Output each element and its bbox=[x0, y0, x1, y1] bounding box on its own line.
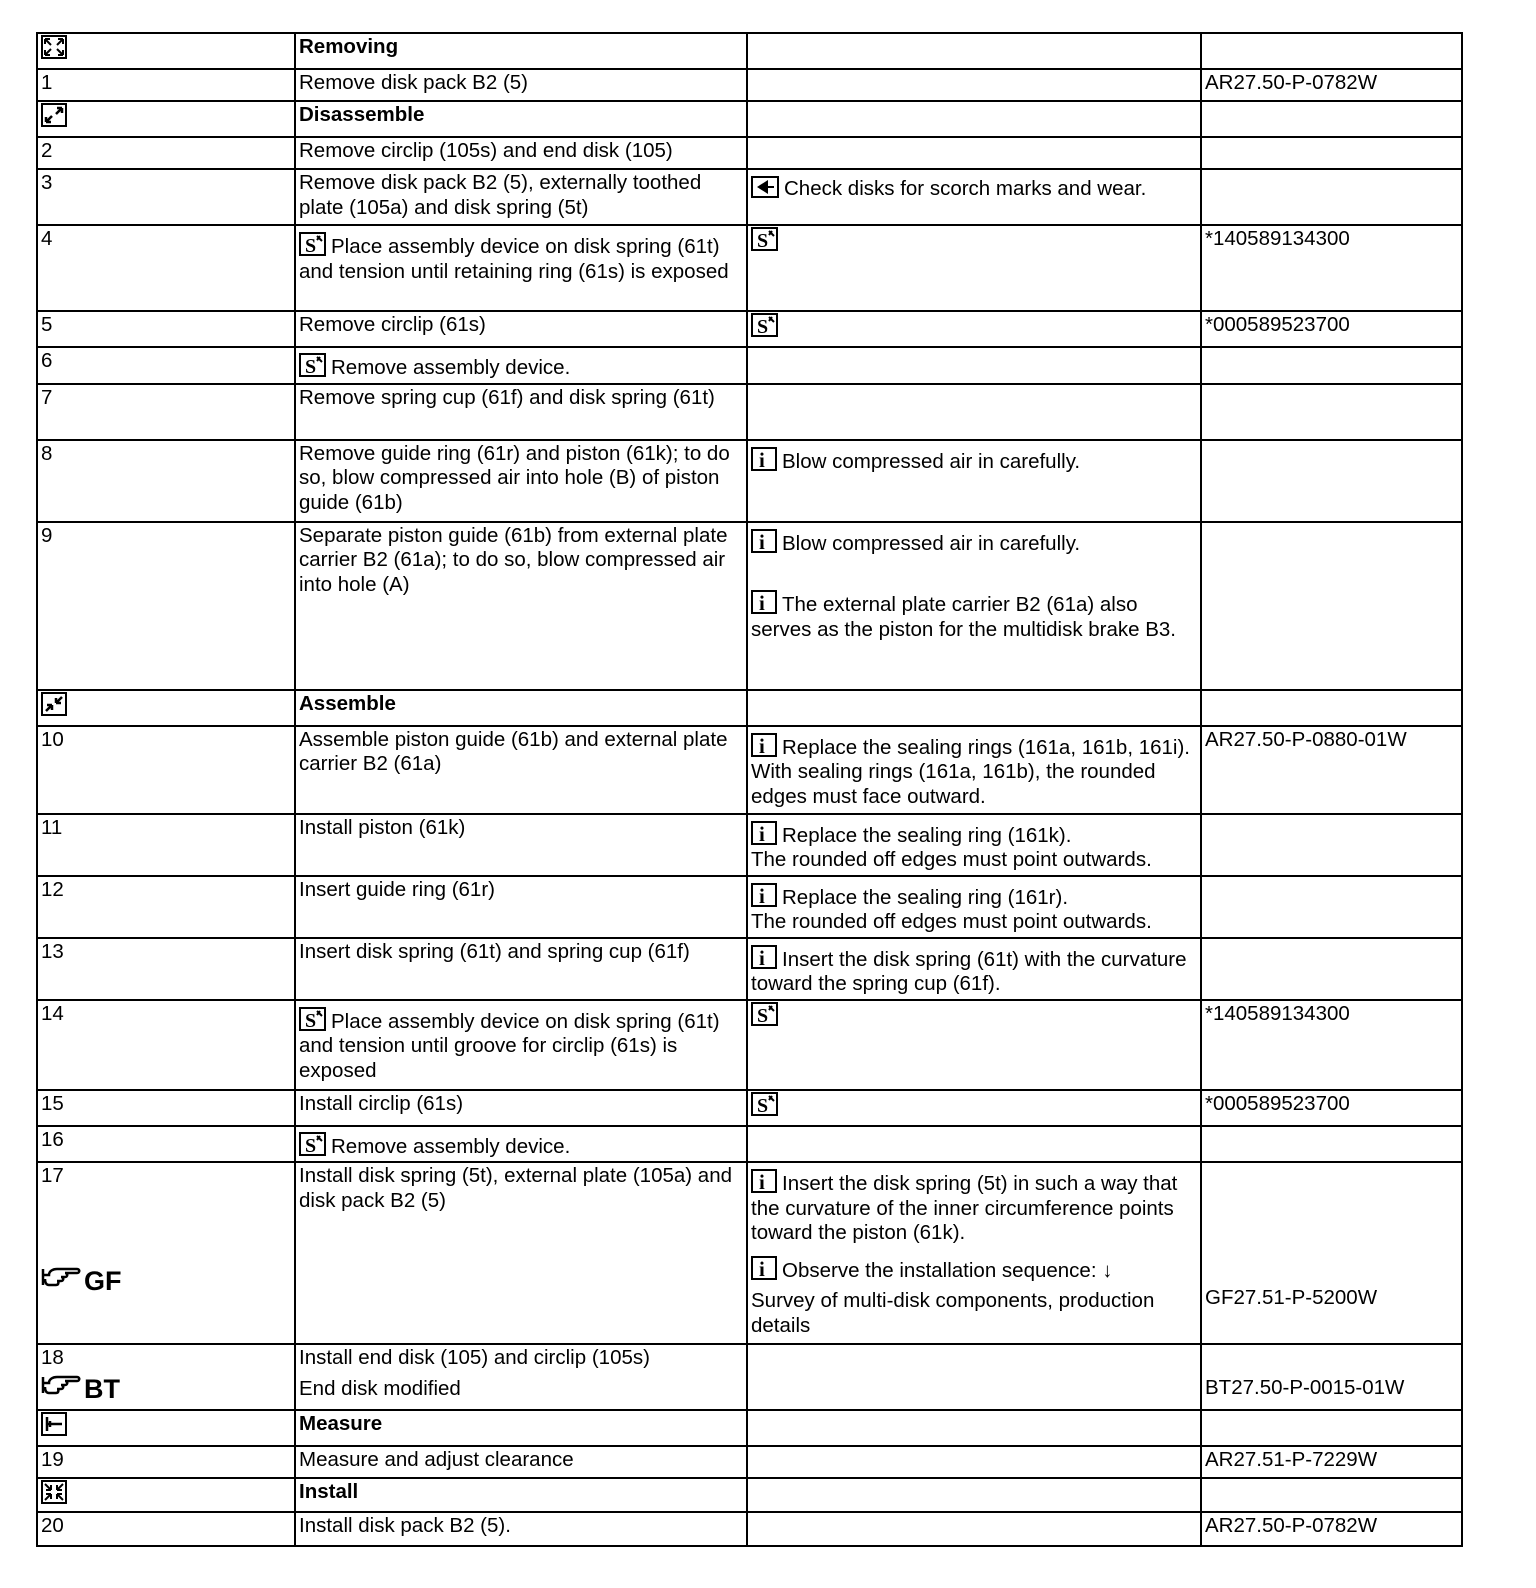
step-number: 14 bbox=[37, 1000, 295, 1090]
step-action: Install disk pack B2 (5). bbox=[295, 1512, 747, 1546]
install-icon bbox=[41, 1480, 67, 1504]
step-number: 3 bbox=[37, 169, 295, 225]
note-text: Insert the disk spring (61t) with the curvature toward the spring cup (61f). bbox=[751, 947, 1187, 995]
table-row bbox=[37, 169, 1462, 225]
table-row bbox=[37, 1090, 1462, 1126]
pointer-gf[interactable] bbox=[41, 1263, 122, 1294]
table-row bbox=[37, 347, 1462, 384]
info-icon bbox=[751, 1256, 777, 1280]
svg-text:i: i bbox=[759, 447, 765, 471]
table-row bbox=[37, 384, 1462, 440]
procedure-table bbox=[36, 32, 1463, 1547]
table-row bbox=[37, 1512, 1462, 1546]
table-row bbox=[37, 814, 1462, 876]
step-action: Install piston (61k) bbox=[295, 814, 747, 876]
special-tool-icon bbox=[299, 1132, 326, 1156]
step-action: Remove assembly device. bbox=[331, 356, 571, 379]
disassemble-icon bbox=[41, 103, 67, 127]
svg-text:i: i bbox=[759, 529, 765, 553]
step-number: 12 bbox=[37, 876, 295, 938]
step-action: Separate piston guide (61b) from external plate carrier B2 (61a); to do so, blow compressed air into hole (A) bbox=[295, 522, 747, 690]
step-action: Remove disk pack B2 (5), externally toothed plate (105a) and disk spring (5t) bbox=[295, 169, 747, 225]
svg-text:S: S bbox=[305, 356, 317, 377]
note-text: Replace the sealing rings (161a, 161b, 161i). With sealing rings (161a, 161b), the rounded edges must face outward. bbox=[751, 735, 1190, 808]
measure-icon bbox=[41, 1412, 67, 1436]
info-icon bbox=[751, 529, 777, 553]
special-tool-icon bbox=[751, 313, 778, 337]
step-action: Remove disk pack B2 (5) bbox=[295, 69, 747, 101]
table-row bbox=[37, 726, 1462, 814]
tool-number: *000589523700 bbox=[1201, 1090, 1462, 1126]
special-tool-icon bbox=[299, 1007, 326, 1031]
step-number: 15 bbox=[37, 1090, 295, 1126]
section-row-assemble bbox=[37, 690, 1462, 726]
table-row bbox=[37, 876, 1462, 938]
section-title: Assemble bbox=[295, 690, 747, 726]
svg-text:i: i bbox=[759, 733, 765, 757]
table-row bbox=[37, 1344, 1462, 1410]
info-icon bbox=[751, 733, 777, 757]
step-number: 13 bbox=[37, 938, 295, 1000]
table-row bbox=[37, 69, 1462, 101]
step-number: 4 bbox=[37, 225, 295, 311]
pointer-bt[interactable] bbox=[41, 1371, 120, 1402]
note-text: The external plate carrier B2 (61a) also serves as the piston for the multidisk brake B3. bbox=[751, 593, 1177, 641]
section-title: Measure bbox=[295, 1410, 747, 1446]
step-number: 10 bbox=[37, 726, 295, 814]
arrow-down-icon: ↓ bbox=[1102, 1258, 1113, 1282]
table-row bbox=[37, 440, 1462, 522]
note-text: Observe the installation sequence: bbox=[782, 1258, 1097, 1282]
svg-text:i: i bbox=[759, 1170, 765, 1193]
step-number: 1 bbox=[37, 69, 295, 101]
reference-link[interactable]: GF27.51-P-5200W bbox=[1205, 1286, 1378, 1309]
step-action: Remove circlip (61s) bbox=[295, 311, 747, 347]
info-icon bbox=[751, 883, 777, 907]
step-action: Install end disk (105) and circlip (105s) bbox=[299, 1346, 650, 1369]
step-action: Insert guide ring (61r) bbox=[295, 876, 747, 938]
svg-text:S: S bbox=[757, 316, 769, 337]
section-row-disassemble bbox=[37, 101, 1462, 137]
svg-text:i: i bbox=[759, 821, 765, 845]
pointing-hand-icon bbox=[41, 1263, 81, 1294]
special-tool-icon bbox=[751, 1002, 778, 1026]
note-text: The rounded off edges must point outwards. bbox=[751, 910, 1152, 933]
removal-icon bbox=[41, 35, 67, 59]
table-row bbox=[37, 137, 1462, 169]
step-action: Remove spring cup (61f) and disk spring (61t) bbox=[295, 384, 747, 440]
tool-number: *140589134300 bbox=[1201, 1000, 1462, 1090]
note-text: Insert the disk spring (5t) in such a way that the curvature of the inner circumference points toward the piston (61k). bbox=[751, 1172, 1178, 1244]
assemble-icon bbox=[41, 692, 67, 716]
info-icon bbox=[751, 821, 777, 845]
table-row bbox=[37, 311, 1462, 347]
step-number: 9 bbox=[37, 522, 295, 690]
table-row bbox=[37, 938, 1462, 1000]
step-action: Install disk spring (5t), external plate (105a) and disk pack B2 (5) bbox=[295, 1162, 747, 1344]
note-text: Replace the sealing ring (161k). bbox=[782, 823, 1072, 847]
step-number: 19 bbox=[37, 1446, 295, 1478]
special-tool-icon bbox=[751, 227, 778, 251]
info-icon bbox=[751, 1169, 777, 1193]
info-icon bbox=[751, 945, 777, 969]
step-number: 18 bbox=[41, 1346, 64, 1369]
table-row bbox=[37, 1162, 1462, 1344]
reference-link[interactable]: AR27.50-P-0782W bbox=[1201, 1512, 1462, 1546]
note-text: Survey of multi-disk components, production details bbox=[751, 1289, 1155, 1337]
note-text: Blow compressed air in carefully. bbox=[782, 449, 1081, 473]
section-title: Disassemble bbox=[295, 101, 747, 137]
section-title: Removing bbox=[295, 33, 747, 69]
note-text: Replace the sealing ring (161r). bbox=[782, 885, 1069, 909]
step-number: 7 bbox=[37, 384, 295, 440]
step-number: 5 bbox=[37, 311, 295, 347]
step-number: 16 bbox=[37, 1126, 295, 1163]
table-row bbox=[37, 1446, 1462, 1478]
svg-text:S: S bbox=[757, 1094, 769, 1116]
svg-text:i: i bbox=[759, 945, 765, 969]
section-row-measure bbox=[37, 1410, 1462, 1446]
table-row bbox=[37, 1000, 1462, 1090]
step-number: 20 bbox=[37, 1512, 295, 1546]
step-action: Remove assembly device. bbox=[331, 1134, 571, 1158]
svg-text:S: S bbox=[305, 1134, 317, 1156]
reference-link[interactable]: AR27.50-P-0880-01W bbox=[1201, 726, 1462, 814]
svg-text:S: S bbox=[305, 235, 317, 256]
step-number: 17 bbox=[41, 1164, 64, 1187]
step-action: Assemble piston guide (61b) and external plate carrier B2 (61a) bbox=[295, 726, 747, 814]
step-action: Place assembly device on disk spring (61t) and tension until groove for circlip (61s) is exposed bbox=[299, 1009, 720, 1082]
info-icon bbox=[751, 590, 777, 614]
section-title: Install bbox=[295, 1478, 747, 1512]
check-icon bbox=[751, 176, 779, 198]
special-tool-icon bbox=[299, 353, 326, 377]
pointing-hand-icon bbox=[41, 1371, 81, 1402]
note-text: Blow compressed air in carefully. bbox=[782, 531, 1081, 555]
step-number: 6 bbox=[37, 347, 295, 384]
step-action-note: End disk modified bbox=[299, 1376, 461, 1400]
step-action: Place assembly device on disk spring (61t) and tension until retaining ring (61s) is exposed bbox=[299, 235, 729, 283]
table-row bbox=[37, 1126, 1462, 1163]
table-row bbox=[37, 225, 1462, 311]
svg-text:S: S bbox=[757, 230, 769, 251]
section-row-removing bbox=[37, 33, 1462, 69]
pointer-label: GF bbox=[84, 1265, 122, 1296]
svg-text:i: i bbox=[759, 1256, 765, 1280]
section-row-install bbox=[37, 1478, 1462, 1512]
step-action: Remove guide ring (61r) and piston (61k); to do so, blow compressed air into hole (B) of piston guide (61b) bbox=[295, 440, 747, 522]
step-number: 2 bbox=[37, 137, 295, 169]
removal-icon-cell bbox=[37, 33, 295, 69]
svg-text:i: i bbox=[759, 883, 765, 907]
pointer-label: BT bbox=[84, 1373, 120, 1404]
svg-text:i: i bbox=[759, 591, 765, 614]
step-action: Insert disk spring (61t) and spring cup (61f) bbox=[295, 938, 747, 1000]
note-text: Check disks for scorch marks and wear. bbox=[784, 177, 1147, 200]
svg-text:S: S bbox=[305, 1009, 317, 1031]
reference-link[interactable]: AR27.51-P-7229W bbox=[1201, 1446, 1462, 1478]
step-number: 11 bbox=[37, 814, 295, 876]
step-action: Remove circlip (105s) and end disk (105) bbox=[295, 137, 747, 169]
tool-number: *140589134300 bbox=[1201, 225, 1462, 311]
step-number: 8 bbox=[37, 440, 295, 522]
tool-number: *000589523700 bbox=[1201, 311, 1462, 347]
reference-link[interactable]: BT27.50-P-0015-01W bbox=[1205, 1376, 1405, 1399]
special-tool-icon bbox=[299, 232, 326, 256]
svg-text:S: S bbox=[757, 1004, 769, 1026]
table-row bbox=[37, 522, 1462, 690]
step-action: Measure and adjust clearance bbox=[295, 1446, 747, 1478]
step-action: Install circlip (61s) bbox=[295, 1090, 747, 1126]
info-icon bbox=[751, 447, 777, 471]
special-tool-icon bbox=[751, 1092, 778, 1116]
reference-link[interactable]: AR27.50-P-0782W bbox=[1201, 69, 1462, 101]
note-text: The rounded off edges must point outwards. bbox=[751, 848, 1152, 871]
